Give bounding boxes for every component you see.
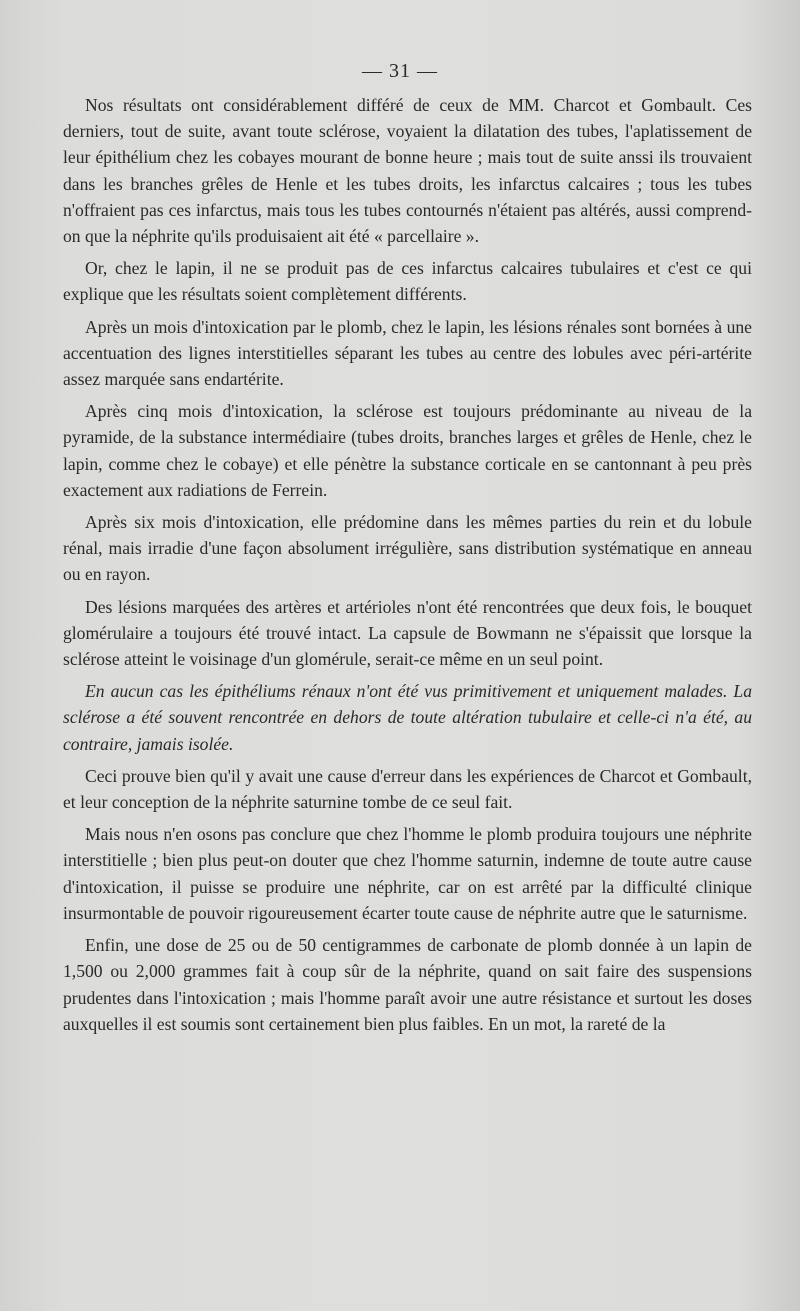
paragraph: Enfin, une dose de 25 ou de 50 centigrammes de carbonate de plomb donnée à un lapin de 1,500 ou 2,000 grammes fait à coup sûr de la néphrite, quand on sait faire des suspensions prudentes dans l'intoxication ; mais l'homme paraît avoir une autre résistance et surtout les doses auxquelles il est soumis sont certainement bien plus faibles. En un mot, la rareté de la — [63, 935, 752, 1034]
paragraph: Ceci prouve bien qu'il y avait une cause d'erreur dans les expériences de Charcot et Gombault, et leur conception de la néphrite saturnine tombe de ce seul fait. — [63, 765, 752, 813]
paragraph: Mais nous n'en osons pas conclure que chez l'homme le plomb produira toujours une néphrite interstitielle ; bien plus peut-on douter que chez l'homme saturnin, indemne de toute autre cause d'intoxication, il puisse se produire une néphrite, car on est arrêté par la difficulté clinique insurmontable de pouvoir rigoureusement écarter toute cause de néphrite autre que le saturnisme. — [63, 824, 752, 923]
paragraph: Après cinq mois d'intoxication, la sclérose est toujours prédominante au niveau de la pyramide, de la substance intermédiaire (tubes droits, branches larges et grêles de Henle, chez le lapin, comme chez le cobaye) et elle pénètre la substance corticale en se cantonnant à peu près exactement aux radiations de Ferrein. — [63, 401, 752, 500]
paragraph: Après six mois d'intoxication, elle prédomine dans les mêmes parties du rein et du lobule rénal, mais irradie d'une façon absolument irrégulière, sans distribution systématique en anneau ou en rayon. — [63, 512, 752, 585]
paragraph: Après un mois d'intoxication par le plomb, chez le lapin, les lésions rénales sont bornées à une accentuation des lignes interstitielles séparant les tubes au centre des lobules avec péri-artérite assez marquée sans endartérite. — [63, 316, 752, 390]
paragraph: Nos résultats ont considérablement différé de ceux de MM. Charcot et Gombault. Ces derniers, tout de suite, avant toute sclérose, voyaient la dilatation des tubes, l'aplatissement de leur épithélium chez les cobayes mourant de bonne heure ; mais tout de suite anssi ils trouvaient dans les branches grêles de Henle et les tubes droits, les infarctus calcaires ; tous les tubes n'offraient pas ces infarctus, mais tous les tubes contournés n'étaient pas altérés, aussi comprend-on que la néphrite qu'ils produisaient ait été « parcellaire ». — [63, 95, 752, 247]
paragraph: Des lésions marquées des artères et artérioles n'ont été rencontrées que deux fois, le bouquet glomérulaire a toujours été trouvé intact. La capsule de Bowmann ne s'épaissit que lorsque la sclérose atteint le voisinage d'un glomérule, serait-ce même en un seul point. — [63, 596, 752, 670]
body-text — [63, 92, 752, 1037]
page-number: — 31 — — [362, 60, 438, 82]
paragraph: Or, chez le lapin, il ne se produit pas de ces infarctus calcaires tubulaires et c'est ce qui explique que les résultats soient complètement différents. — [63, 258, 752, 305]
italic-paragraph: En aucun cas les épithéliums rénaux n'ont été vus primitivement et uniquement malades. La sclérose a été souvent rencontrée en dehors de toute altération tubulaire et celle-ci n'a été, au contraire, jamais isolée. — [63, 681, 752, 754]
